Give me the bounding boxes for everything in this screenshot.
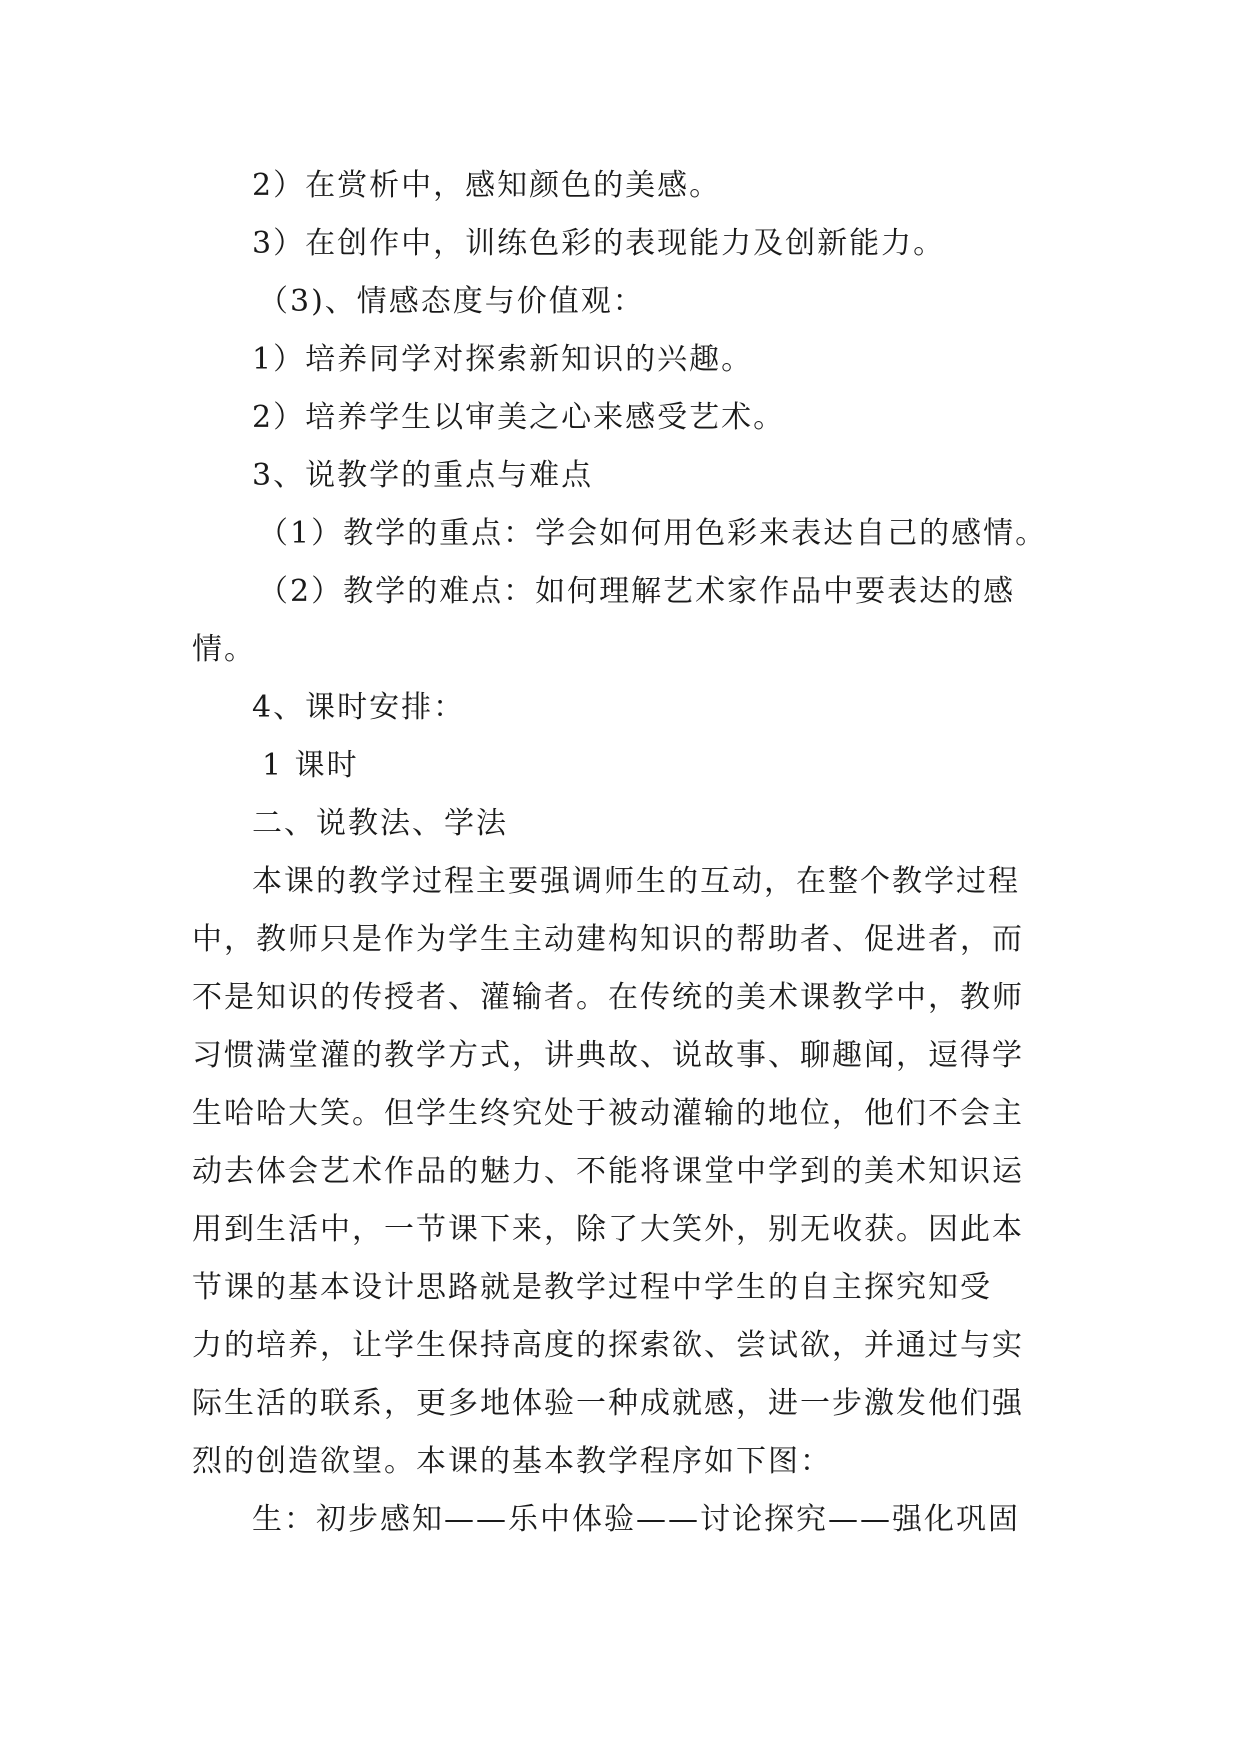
text-line: 2）在赏析中，感知颜色的美感。 <box>252 168 722 203</box>
text-line: 3）在创作中，训练色彩的表现能力及创新能力。 <box>252 226 946 261</box>
section-heading: 3、说教学的重点与难点 <box>252 458 594 493</box>
paragraph-line: 用到生活中，一节课下来，除了大笑外，别无收获。因此本 <box>192 1212 1024 1247</box>
text-line: （2）教学的难点：如何理解艺术家作品中要表达的感 <box>258 574 1016 609</box>
text-line: 1）培养同学对探索新知识的兴趣。 <box>252 342 754 377</box>
paragraph-line: 动去体会艺术作品的魅力、不能将课堂中学到的美术知识运 <box>192 1154 1024 1189</box>
section-heading: （3)、情感态度与价值观： <box>258 284 645 319</box>
section-heading: 4、课时安排： <box>252 690 466 725</box>
paragraph-line: 力的培养，让学生保持高度的探索欲、尝试欲，并通过与实 <box>192 1328 1024 1363</box>
paragraph-line: 烈的创造欲望。本课的基本教学程序如下图： <box>192 1444 832 1479</box>
section-heading: 二、说教法、学法 <box>252 806 508 841</box>
paragraph-line: 本课的教学过程主要强调师生的互动，在整个教学过程 <box>252 864 1020 899</box>
paragraph-line: 生哈哈大笑。但学生终究处于被动灌输的地位，他们不会主 <box>192 1096 1024 1131</box>
paragraph-line: 习惯满堂灌的教学方式，讲典故、说故事、聊趣闻，逗得学 <box>192 1038 1024 1073</box>
text-line: 1 课时 <box>262 748 359 783</box>
paragraph-line: 际生活的联系，更多地体验一种成就感，进一步激发他们强 <box>192 1386 1024 1421</box>
text-line: 2）培养学生以审美之心来感受艺术。 <box>252 400 786 435</box>
paragraph-line: 不是知识的传授者、灌输者。在传统的美术课教学中，教师 <box>192 980 1024 1015</box>
text-line: 情。 <box>192 632 256 667</box>
text-line: 生：初步感知——乐中体验——讨论探究——强化巩固 <box>252 1502 1020 1537</box>
paragraph-line: 节课的基本设计思路就是教学过程中学生的自主探究知受 <box>192 1270 992 1305</box>
text-line: （1）教学的重点：学会如何用色彩来表达自己的感情。 <box>258 516 1048 551</box>
paragraph-line: 中，教师只是作为学生主动建构知识的帮助者、促进者，而 <box>192 922 1024 957</box>
